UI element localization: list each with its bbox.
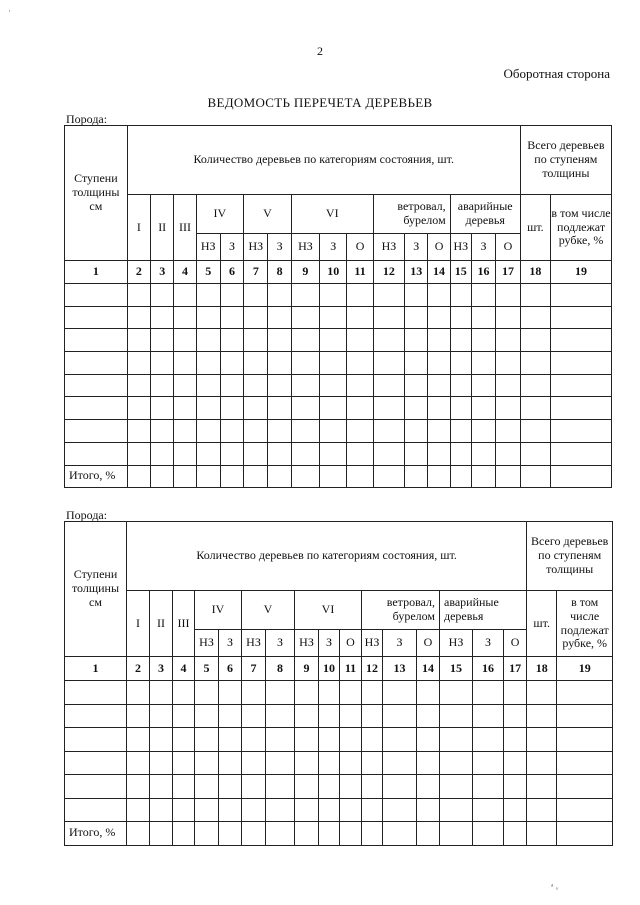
subcategory-header: НЗ xyxy=(450,234,471,261)
column-number: 13 xyxy=(405,261,428,284)
column-number: 11 xyxy=(340,657,362,681)
column-number: 11 xyxy=(347,261,373,284)
scan-mark: · xyxy=(8,6,11,16)
emergency-header: аварийные деревья xyxy=(440,591,527,630)
subcategory-header: З xyxy=(473,630,504,657)
category-header: VI xyxy=(291,195,373,234)
column-number: 7 xyxy=(244,261,268,284)
felling-percent-header: в том числе подлежат рубке, % xyxy=(551,195,612,261)
column-number: 12 xyxy=(362,657,383,681)
column-number: 9 xyxy=(291,261,319,284)
thickness-cell[interactable] xyxy=(65,775,127,799)
tree-count-table xyxy=(64,125,612,488)
thickness-cell[interactable] xyxy=(65,420,128,443)
table-row xyxy=(65,751,613,775)
category-header: III xyxy=(174,195,196,261)
column-number: 19 xyxy=(551,261,612,284)
subcategory-header: НЗ xyxy=(291,234,319,261)
thickness-cell[interactable] xyxy=(65,442,128,465)
table-row xyxy=(65,775,613,799)
column-number: 8 xyxy=(266,657,295,681)
table-row xyxy=(65,681,613,705)
subcategory-header: НЗ xyxy=(242,630,266,657)
column-number: 15 xyxy=(440,657,473,681)
reverse-side-label: Оборотная сторона xyxy=(503,66,610,81)
column-number: 5 xyxy=(195,657,219,681)
table-row xyxy=(65,352,612,375)
total-label: Итого, % xyxy=(65,822,127,846)
column-number-row xyxy=(65,657,613,681)
subcategory-header: НЗ xyxy=(244,234,268,261)
category-header: VI xyxy=(295,591,362,630)
total-row xyxy=(65,822,613,846)
column-number: 1 xyxy=(65,657,127,681)
subcategory-header: З xyxy=(405,234,428,261)
column-number: 18 xyxy=(527,657,557,681)
subcategory-header: З xyxy=(320,234,347,261)
table-row xyxy=(65,284,612,307)
category-header: II xyxy=(150,591,173,657)
column-number: 12 xyxy=(373,261,404,284)
table-row xyxy=(65,704,613,728)
breed-label: Порода: xyxy=(66,508,108,522)
subcategory-header: З xyxy=(266,630,295,657)
table-row xyxy=(65,329,612,352)
pieces-header: шт. xyxy=(527,591,557,657)
column-number: 10 xyxy=(320,261,347,284)
thickness-cell[interactable] xyxy=(65,329,128,352)
category-header: V xyxy=(242,591,295,630)
subcategory-header: НЗ xyxy=(373,234,404,261)
subcategory-header: О xyxy=(496,234,521,261)
thickness-header: Ступени толщины см xyxy=(65,522,127,657)
column-number: 14 xyxy=(417,657,440,681)
felling-percent-header: в том числе подлежат рубке, % xyxy=(557,591,613,657)
subcategory-header: НЗ xyxy=(362,630,383,657)
column-number: 3 xyxy=(151,261,174,284)
column-number: 9 xyxy=(295,657,319,681)
thickness-header: Ступени толщины см xyxy=(65,126,128,261)
column-number: 17 xyxy=(496,261,521,284)
thickness-cell[interactable] xyxy=(65,751,127,775)
column-number: 4 xyxy=(173,657,195,681)
column-number: 6 xyxy=(219,657,242,681)
total-row xyxy=(65,465,612,488)
subcategory-header: З xyxy=(383,630,417,657)
breed-label: Порода: xyxy=(66,112,108,126)
column-number: 2 xyxy=(127,657,150,681)
page-number: 2 xyxy=(317,44,323,58)
thickness-cell[interactable] xyxy=(65,306,128,329)
subcategory-header: НЗ xyxy=(295,630,319,657)
thickness-cell[interactable] xyxy=(65,284,128,307)
category-header: I xyxy=(127,195,150,261)
column-number: 6 xyxy=(220,261,243,284)
category-header: V xyxy=(244,195,292,234)
column-number: 4 xyxy=(174,261,196,284)
windfall-header: ветровал, бурелом xyxy=(373,195,450,234)
table-row xyxy=(65,798,613,822)
subcategory-header: З xyxy=(319,630,340,657)
column-number: 15 xyxy=(450,261,471,284)
column-number: 1 xyxy=(65,261,128,284)
column-number: 18 xyxy=(520,261,550,284)
count-by-category-header: Количество деревьев по категориям состояния, шт. xyxy=(127,522,527,591)
category-header: II xyxy=(151,195,174,261)
column-number: 16 xyxy=(473,657,504,681)
emergency-header: аварийные деревья xyxy=(450,195,520,234)
total-trees-header: Всего деревьев по ступеням толщины xyxy=(520,126,611,195)
column-number-row xyxy=(65,261,612,284)
thickness-cell[interactable] xyxy=(65,681,127,705)
subcategory-header: НЗ xyxy=(440,630,473,657)
category-header: IV xyxy=(196,195,244,234)
pieces-header: шт. xyxy=(520,195,550,261)
column-number: 14 xyxy=(428,261,450,284)
thickness-cell[interactable] xyxy=(65,798,127,822)
column-number: 3 xyxy=(150,657,173,681)
subcategory-header: О xyxy=(428,234,450,261)
subcategory-header: О xyxy=(417,630,440,657)
total-trees-header: Всего деревьев по ступеням толщины xyxy=(527,522,613,591)
column-number: 7 xyxy=(242,657,266,681)
table-row xyxy=(65,397,612,420)
subcategory-header: О xyxy=(347,234,373,261)
column-number: 10 xyxy=(319,657,340,681)
table-row xyxy=(65,374,612,397)
table-row xyxy=(65,442,612,465)
subcategory-header: НЗ xyxy=(196,234,220,261)
column-number: 5 xyxy=(196,261,220,284)
thickness-cell[interactable] xyxy=(65,728,127,752)
subcategory-header: З xyxy=(268,234,291,261)
subcategory-header: О xyxy=(340,630,362,657)
table-row xyxy=(65,306,612,329)
subcategory-header: З xyxy=(219,630,242,657)
subcategory-header: О xyxy=(504,630,527,657)
column-number: 16 xyxy=(471,261,495,284)
thickness-cell[interactable] xyxy=(65,397,128,420)
thickness-cell[interactable] xyxy=(65,374,128,397)
total-label: Итого, % xyxy=(65,465,128,488)
column-number: 13 xyxy=(383,657,417,681)
column-number: 2 xyxy=(127,261,150,284)
scan-mark: ᵃ ᵥ xyxy=(551,881,559,891)
category-header: I xyxy=(127,591,150,657)
column-number: 8 xyxy=(268,261,291,284)
category-header: IV xyxy=(195,591,242,630)
subcategory-header: НЗ xyxy=(195,630,219,657)
column-number: 19 xyxy=(557,657,613,681)
thickness-cell[interactable] xyxy=(65,352,128,375)
subcategory-header: З xyxy=(471,234,495,261)
table-row xyxy=(65,728,613,752)
thickness-cell[interactable] xyxy=(65,704,127,728)
tree-count-table xyxy=(64,521,613,846)
count-by-category-header: Количество деревьев по категориям состояния, шт. xyxy=(127,126,520,195)
column-number: 17 xyxy=(504,657,527,681)
category-header: III xyxy=(173,591,195,657)
document-title: ВЕДОМОСТЬ ПЕРЕЧЕТА ДЕРЕВЬЕВ xyxy=(207,95,433,110)
windfall-header: ветровал, бурелом xyxy=(362,591,440,630)
subcategory-header: З xyxy=(220,234,243,261)
table-row xyxy=(65,420,612,443)
